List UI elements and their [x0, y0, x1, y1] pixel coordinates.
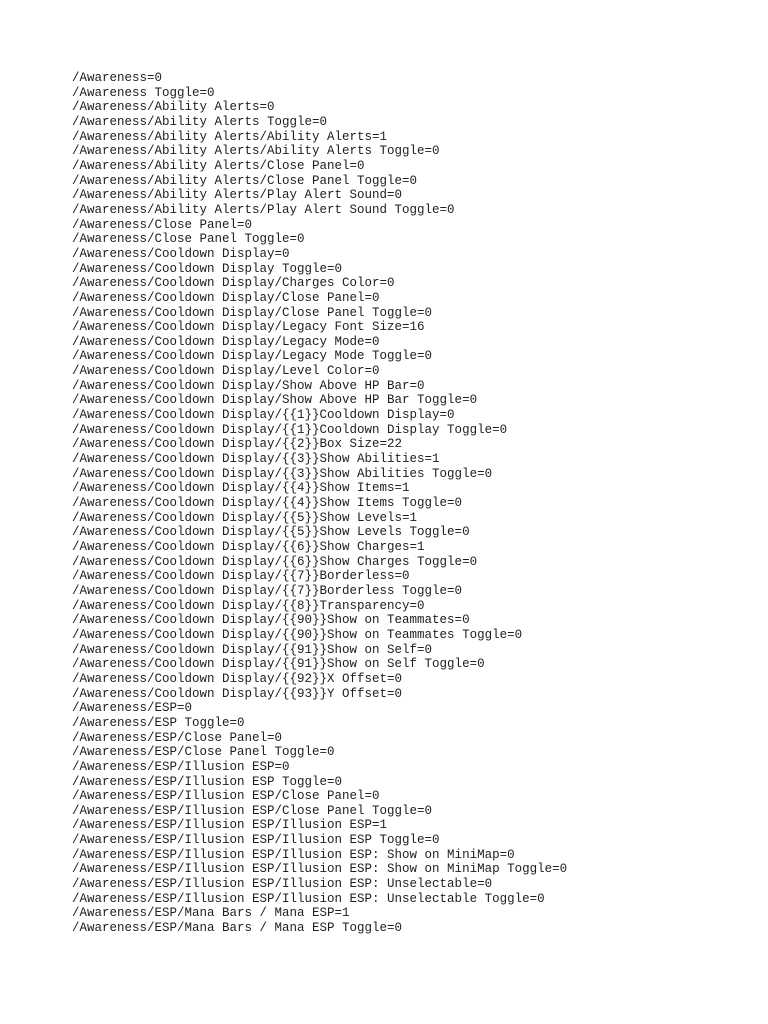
text-line: /Awareness/Cooldown Display=0: [72, 246, 290, 261]
text-line: /Awareness/Cooldown Display Toggle=0: [72, 261, 343, 276]
text-line: /Awareness/ESP/Illusion ESP=0: [72, 759, 290, 774]
text-line: /Awareness/Cooldown Display/Legacy Font Size=16: [72, 320, 425, 335]
text-line: /Awareness/Ability Alerts/Ability Alerts Toggle=0: [72, 144, 440, 159]
text-line: /Awareness/ESP=0: [72, 701, 193, 716]
text-line: /Awareness/Ability Alerts/Close Panel Toggle=0: [72, 173, 418, 188]
text-line: /Awareness/Cooldown Display/{{3}}Show Abilities=1: [72, 452, 440, 467]
text-line: /Awareness/Cooldown Display/{{5}}Show Levels=1: [72, 510, 418, 525]
text-line: /Awareness/Ability Alerts/Play Alert Sound=0: [72, 188, 403, 203]
text-line: /Awareness/Cooldown Display/{{6}}Show Charges=1: [72, 540, 425, 554]
text-line: /Awareness/Cooldown Display/{{4}}Show Items=1: [72, 481, 410, 496]
config-text-block: [72, 71, 752, 936]
text-line: /Awareness/Cooldown Display/Show Above HP Bar=0: [72, 378, 425, 393]
text-line: /Awareness/ESP/Illusion ESP/Illusion ESP: Unselectable=0: [72, 877, 493, 892]
text-line: /Awareness/Ability Alerts/Ability Alerts=1: [72, 129, 388, 144]
text-line: /Awareness/ESP/Mana Bars / Mana ESP Toggle=0: [72, 921, 403, 936]
text-line: /Awareness/ESP/Illusion ESP Toggle=0: [72, 774, 343, 789]
text-line: /Awareness/Cooldown Display/{{5}}Show Levels Toggle=0: [72, 525, 470, 540]
text-line: /Awareness/Cooldown Display/{{91}}Show on Self Toggle=0: [72, 657, 485, 672]
text-line: /Awareness/Cooldown Display/{{7}}Borderless=0: [72, 569, 410, 584]
text-line: /Awareness/Cooldown Display/{{92}}X Offset=0: [72, 671, 403, 686]
text-line: /Awareness/ESP/Illusion ESP/Illusion ESP=1: [72, 818, 388, 833]
text-line: /Awareness/Cooldown Display/{{8}}Transparency=0: [72, 598, 425, 613]
text-line: /Awareness/Cooldown Display/{{93}}Y Offset=0: [72, 686, 403, 701]
text-line: /Awareness/Close Panel Toggle=0: [72, 232, 305, 247]
text-line: /Awareness/Ability Alerts/Close Panel=0: [72, 158, 365, 173]
text-line: /Awareness/ESP/Close Panel Toggle=0: [72, 745, 335, 760]
text-line: /Awareness/Cooldown Display/{{1}}Cooldown Display Toggle=0: [72, 422, 508, 437]
text-line: /Awareness/Cooldown Display/Close Panel Toggle=0: [72, 305, 433, 320]
text-line: /Awareness/Ability Alerts Toggle=0: [72, 114, 328, 129]
text-line: /Awareness/ESP Toggle=0: [72, 715, 245, 730]
text-line: /Awareness/Cooldown Display/{{91}}Show on Self=0: [72, 642, 433, 657]
text-line: /Awareness/Cooldown Display/{{90}}Show on Teammates=0: [72, 613, 470, 628]
text-line: /Awareness/Cooldown Display/Level Color=0: [72, 364, 380, 379]
text-line: /Awareness/Ability Alerts=0: [72, 100, 275, 115]
text-line: /Awareness/Cooldown Display/Close Panel=0: [72, 290, 380, 305]
text-line: /Awareness/ESP/Illusion ESP/Illusion ESP Toggle=0: [72, 833, 440, 848]
text-line: /Awareness/ESP/Illusion ESP/Illusion ESP: Unselectable Toggle=0: [72, 891, 545, 906]
text-line: /Awareness/ESP/Close Panel=0: [72, 730, 283, 745]
text-line: /Awareness/Cooldown Display/{{1}}Cooldown Display=0: [72, 408, 455, 423]
text-line: /Awareness Toggle=0: [72, 85, 215, 100]
text-line: /Awareness/ESP/Illusion ESP/Close Panel=0: [72, 789, 380, 804]
text-line: /Awareness/Cooldown Display/{{6}}Show Charges Toggle=0: [72, 554, 478, 569]
text-line: /Awareness/ESP/Illusion ESP/Illusion ESP: Show on MiniMap=0: [72, 847, 515, 862]
text-line: /Awareness/Cooldown Display/{{2}}Box Size=22: [72, 437, 403, 452]
text-line: /Awareness/ESP/Mana Bars / Mana ESP=1: [72, 906, 350, 921]
text-line: /Awareness/Cooldown Display/Charges Color=0: [72, 276, 395, 291]
text-line: /Awareness/Ability Alerts/Play Alert Sound Toggle=0: [72, 202, 455, 217]
text-line: /Awareness/Cooldown Display/Legacy Mode Toggle=0: [72, 349, 433, 364]
text-line: /Awareness/ESP/Illusion ESP/Illusion ESP: Show on MiniMap Toggle=0: [72, 862, 568, 877]
text-line: /Awareness/ESP/Illusion ESP/Close Panel Toggle=0: [72, 803, 433, 818]
text-line: /Awareness/Cooldown Display/{{4}}Show Items Toggle=0: [72, 496, 463, 511]
text-line: /Awareness=0: [72, 71, 163, 85]
text-line: /Awareness/Cooldown Display/{{3}}Show Abilities Toggle=0: [72, 466, 493, 481]
text-line: /Awareness/Cooldown Display/{{7}}Borderless Toggle=0: [72, 583, 463, 598]
text-line: /Awareness/Cooldown Display/Legacy Mode=0: [72, 334, 380, 349]
text-line: /Awareness/Close Panel=0: [72, 217, 253, 232]
text-line: /Awareness/Cooldown Display/Show Above HP Bar Toggle=0: [72, 393, 478, 408]
text-line: /Awareness/Cooldown Display/{{90}}Show on Teammates Toggle=0: [72, 627, 523, 642]
